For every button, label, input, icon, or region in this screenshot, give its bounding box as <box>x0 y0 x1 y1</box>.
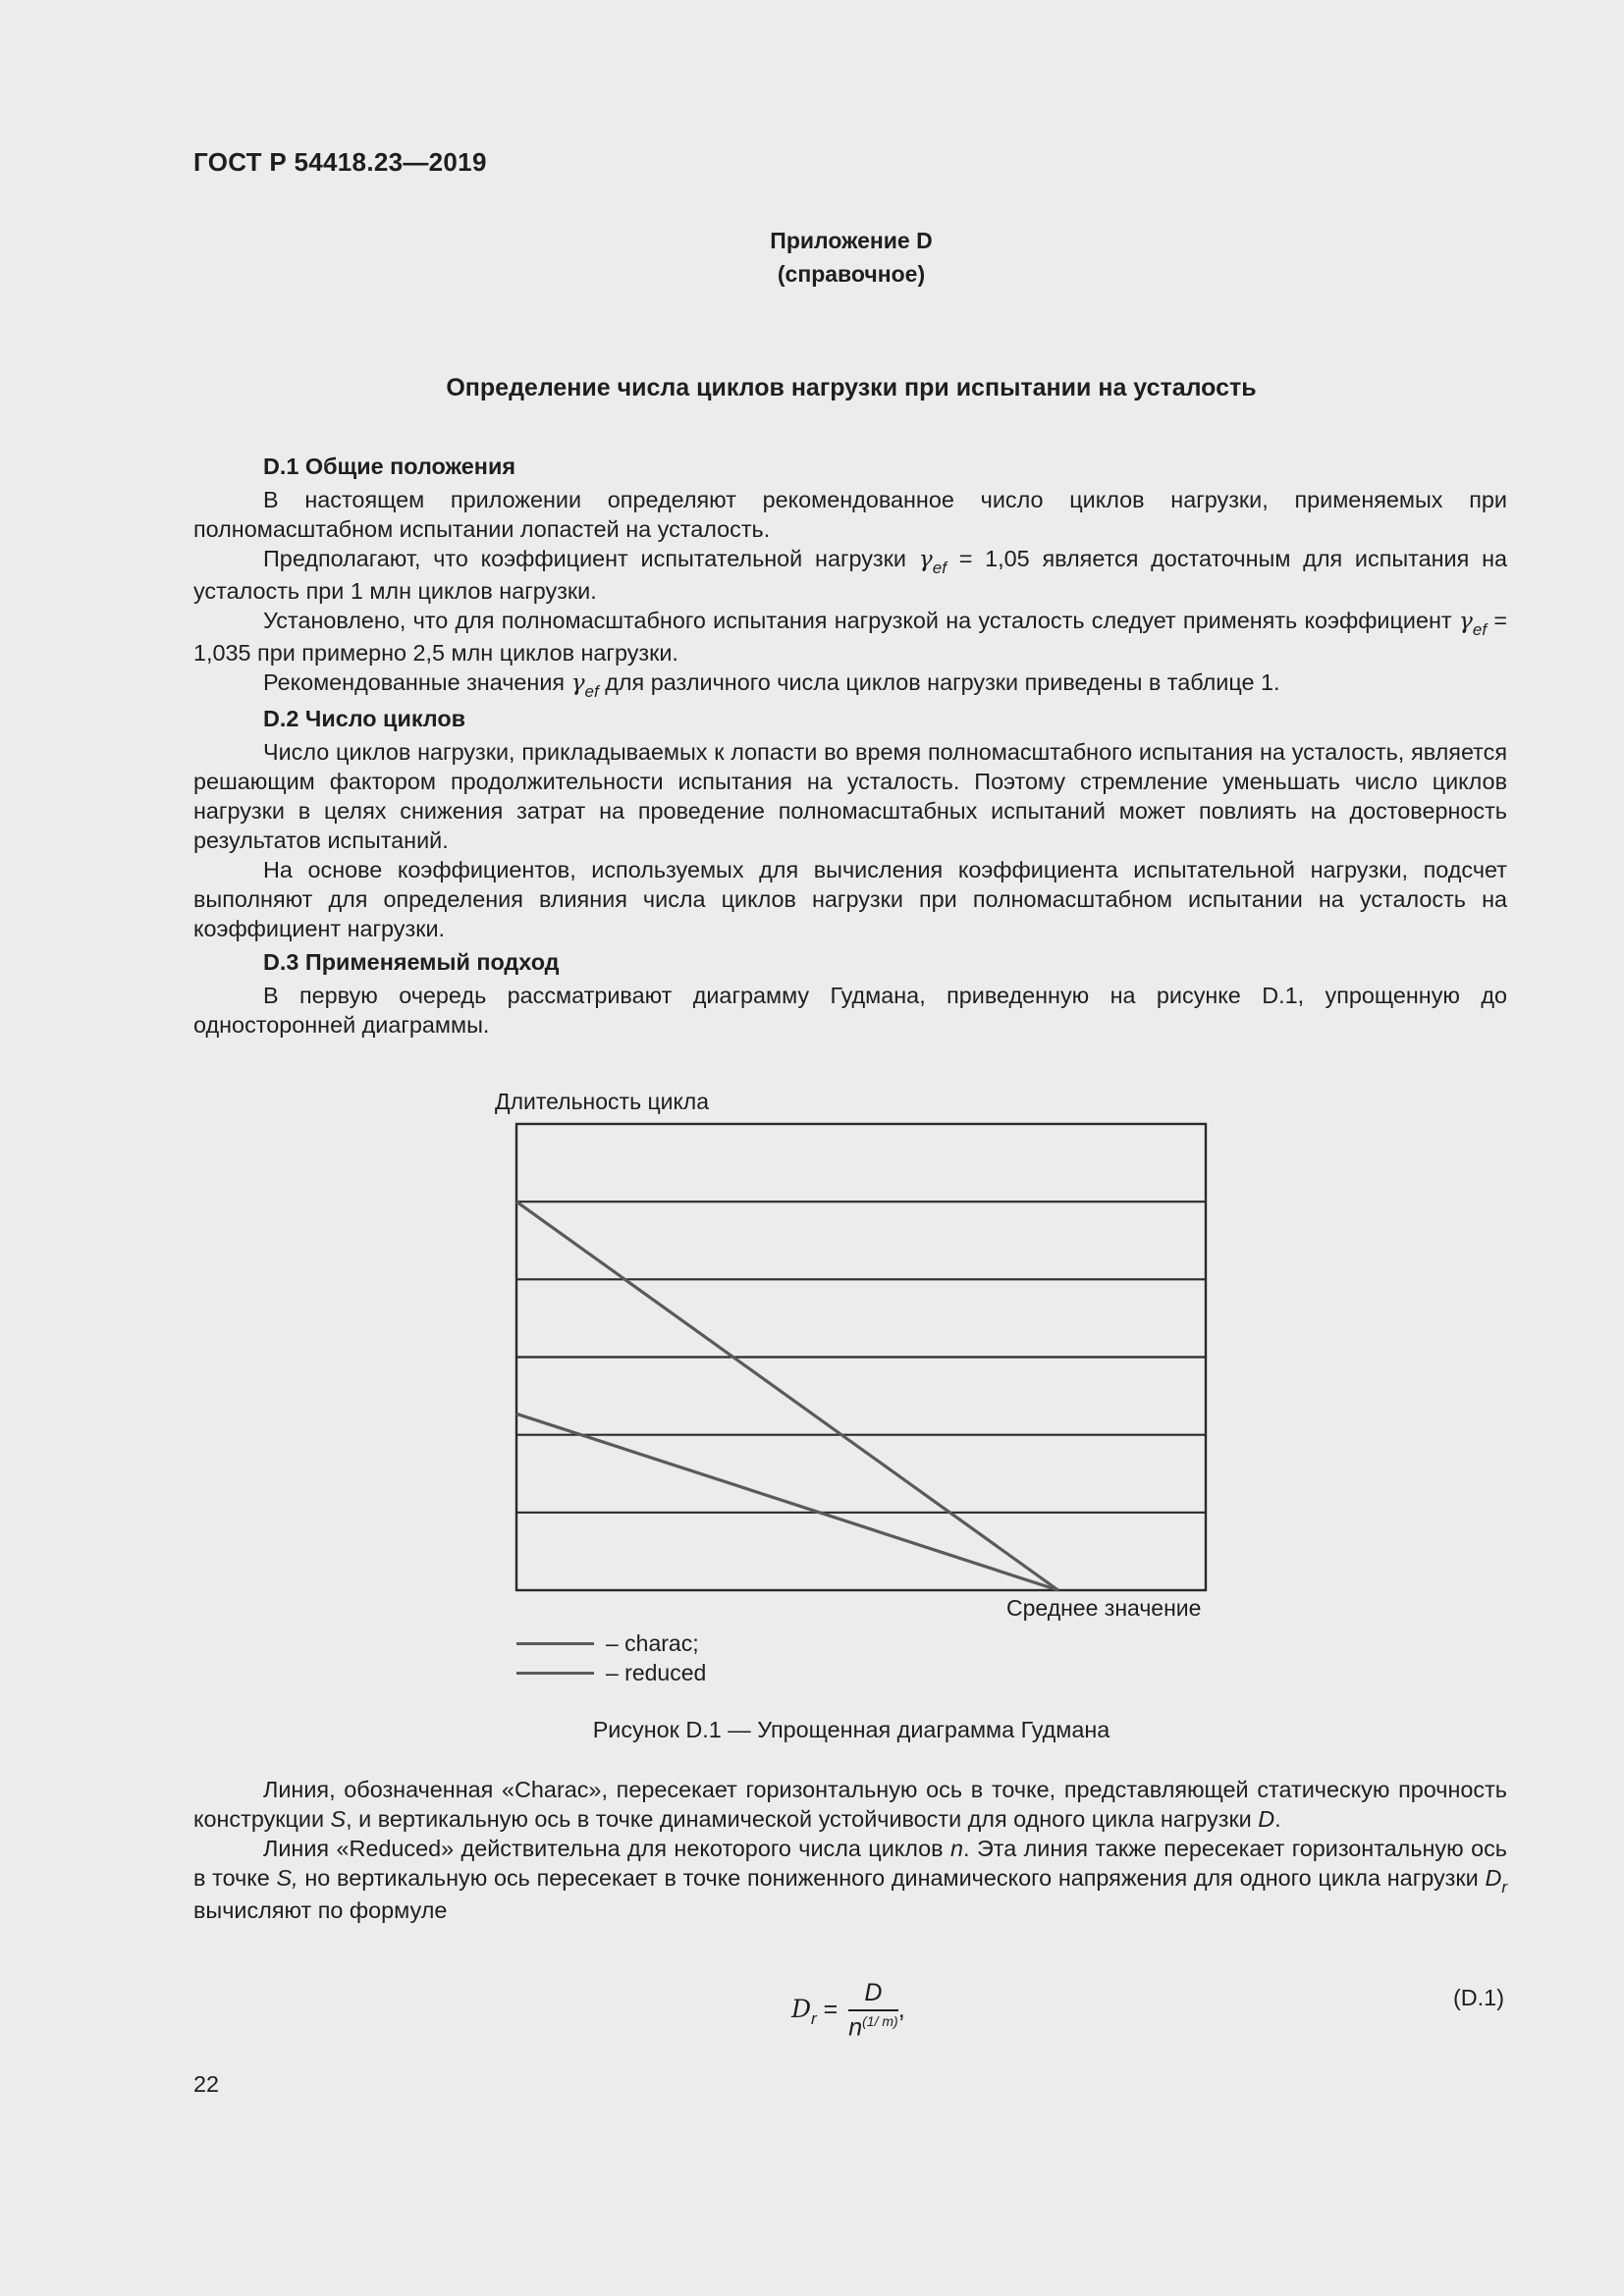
plot-frame <box>516 1124 1206 1590</box>
annex-heading <box>0 224 1624 291</box>
fraction: $\frac{D}{n^{(1/ m)}}$ <box>848 1979 898 2042</box>
legend-item-charac <box>516 1630 699 1657</box>
formula-d1: $D_r$ = $\frac{D}{n^{(1/ m)}}$ , <box>791 1979 905 2042</box>
paragraph: Линия «Reduced» действительна для некоторого числа циклов n. Эта линия также пересекает горизонтальную ось в точке S, но вертикальную ось пересекает в точке пониженного динамического напряжения для одного цикла нагрузки $D_r$ вычисляют по формуле <box>193 1836 1508 1923</box>
document-code: ГОСТ Р 54418.23—2019 <box>193 147 487 177</box>
series-lines <box>516 1201 1058 1590</box>
equation-number: (D.1) <box>1453 1985 1504 2010</box>
paragraph: Линия, обозначенная «Charac», пересекает горизонтальную ось в точке, представляющей статическую прочность конструкции S, и вертикальную ось в точке динамической устойчивости для одного цикла нагрузки D. <box>193 1777 1507 1832</box>
annex-title: Приложение D <box>770 228 933 253</box>
legend-line-icon <box>516 1642 594 1645</box>
section-heading-d2: D.2 Число циклов <box>263 706 466 731</box>
paragraph: Рекомендованные значения $\gamma_{ef}$ для различного числа циклов нагрузки приведены в таблице 1. <box>263 668 1280 701</box>
paragraph: На основе коэффициентов, используемых для вычисления коэффициента испытательной нагрузки, подсчет выполняют для определения влияния числа циклов нагрузки при полномасштабном испытании на усталость на коэффициент нагрузки. <box>193 857 1507 941</box>
main-title: Определение числа циклов нагрузки при испытании на усталость <box>446 374 1257 401</box>
section-heading-d3: D.3 Применяемый подход <box>263 949 560 975</box>
gridlines <box>516 1201 1206 1513</box>
paragraph: Число циклов нагрузки, прикладываемых к лопасти во время полномасштабного испытания на усталость, является решающим фактором продолжительности испытания на усталость. Поэтому стремление уменьшать число циклов нагрузки в целях снижения затрат на проведение полномасштабных испытаний может повлиять на достоверность результатов испытаний. <box>193 739 1507 853</box>
gamma-symbol: γ <box>1458 607 1473 634</box>
section-heading-d1: D.1 Общие положения <box>263 454 515 479</box>
gamma-symbol: γ <box>570 668 585 696</box>
x-axis-label: Среднее значение <box>1006 1595 1202 1621</box>
paragraph: Установлено, что для полномасштабного испытания нагрузкой на усталость следует применять коэффициент $\gamma_{ef} = 1,035$ при примерно 2,5 млн циклов нагрузки. <box>193 607 1507 666</box>
series-line-reduced <box>516 1414 1058 1590</box>
series-line-charac <box>516 1201 1058 1590</box>
y-axis-label: Длительность цикла <box>495 1089 710 1114</box>
legend-line-icon <box>516 1672 594 1675</box>
body-text-bottom <box>193 1775 1507 1925</box>
paragraph: В настоящем приложении определяют рекомендованное число циклов нагрузки, применяемых при полномасштабном испытании лопастей на усталость. <box>193 487 1507 542</box>
annex-status: (справочное) <box>777 261 926 287</box>
figure-caption: Рисунок D.1 — Упрощенная диаграмма Гудмана <box>592 1717 1110 1742</box>
legend-label: – charac; <box>606 1630 699 1656</box>
legend-label: – reduced <box>606 1660 707 1685</box>
gamma-symbol: γ <box>918 545 933 572</box>
paragraph: Предполагают, что коэффициент испытательной нагрузки $\gamma_{ef} = 1,05$ является достаточным для испытания на усталость при 1 млн циклов нагрузки. <box>193 545 1507 604</box>
paragraph: В первую очередь рассматривают диаграмму Гудмана, приведенную на рисунке D.1, упрощенную до односторонней диаграммы. <box>193 983 1507 1038</box>
legend-item-reduced <box>516 1660 706 1686</box>
body-text-top <box>193 448 1507 1040</box>
page-number: 22 <box>193 2071 220 2097</box>
